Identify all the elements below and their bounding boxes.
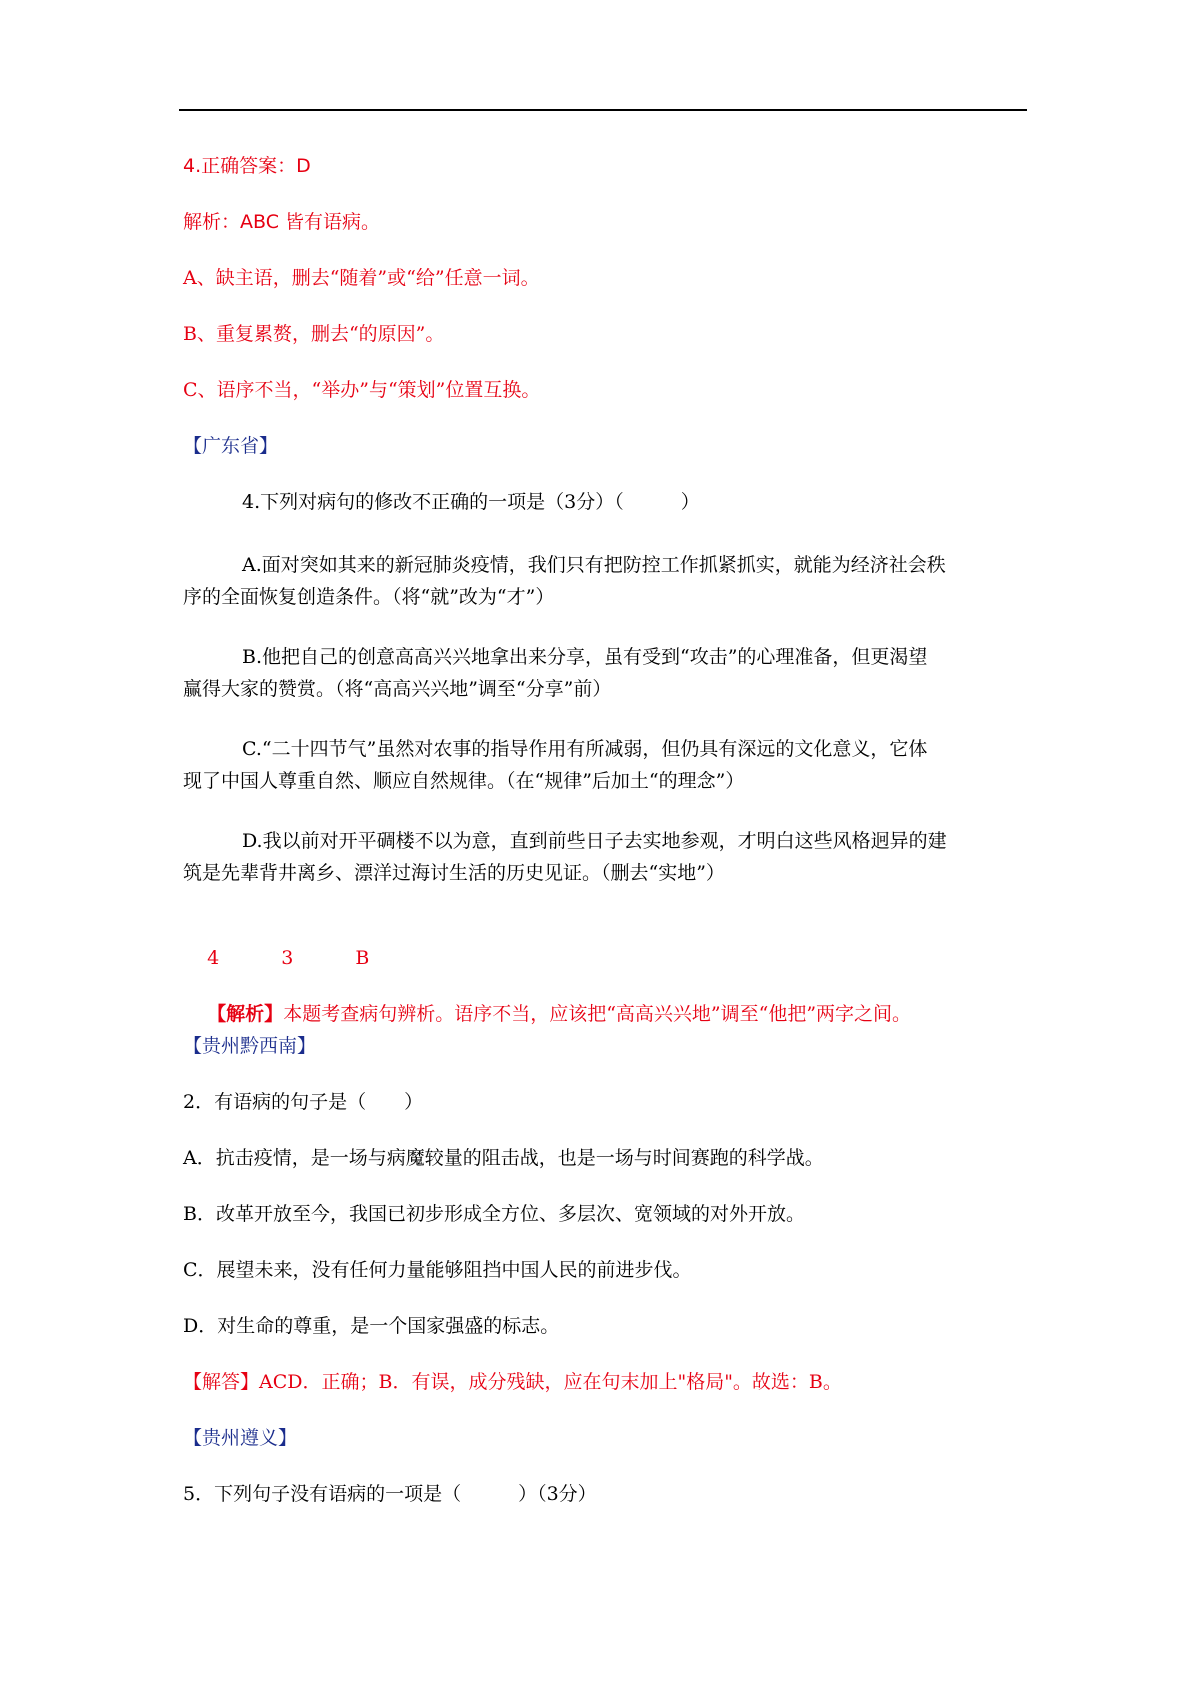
qianxinan-option-a: A．抗击疫情，是一场与病魔较量的阻击战，也是一场与时间赛跑的科学战。 xyxy=(183,1147,824,1169)
region-heading-zunyi: 【贵州遵义】 xyxy=(183,1427,298,1449)
header-rule xyxy=(179,109,1027,111)
option-c-line-1: C.“二十四节气”虽然对农事的指导作用有所减弱，但仍具有深远的文化意义，它体 xyxy=(242,738,928,760)
option-d-line-1: D.我以前对开平碉楼不以为意，直到前些日子去实地参观，才明白这些风格迥异的建 xyxy=(242,830,947,852)
answer-analysis-text: 解析：ABC 皆有语病。 xyxy=(183,211,381,233)
answer-letter: B xyxy=(355,947,370,969)
answer-analysis xyxy=(183,210,1043,234)
region-heading-guangdong: 【广东省】 xyxy=(183,435,279,457)
qianxinan-option-d: D．对生命的尊重，是一个国家强盛的标志。 xyxy=(183,1315,560,1337)
answer-item-b: B、重复累赘，删去“的原因”。 xyxy=(183,323,445,345)
answer-question-number: 4 xyxy=(207,947,220,969)
question-guangdong: 4.下列对病句的修改不正确的一项是（3分）（ ） xyxy=(242,491,700,513)
option-a-line-1: A.面对突如其来的新冠肺炎疫情，我们只有把防控工作抓紧抓实，就能为经济社会秩 xyxy=(242,554,946,576)
option-a-line-2: 序的全面恢复创造条件。（将“就”改为“才”） xyxy=(183,586,555,608)
qianxinan-option-b: B．改革开放至今，我国已初步形成全方位、多层次、宽领域的对外开放。 xyxy=(183,1203,805,1225)
option-b-line-1: B.他把自己的创意高高兴兴地拿出来分享，虽有受到“攻击”的心理准备，但更渴望 xyxy=(242,646,928,668)
analysis-label: 【解析】 xyxy=(207,1003,284,1025)
option-c-line-2: 现了中国人尊重自然、顺应自然规律。（在“规律”后加土“的理念”） xyxy=(183,770,745,792)
answer-title: 4.正确答案：D xyxy=(183,155,311,177)
qianxinan-answer: 【解答】ACD．正确；B．有误，成分残缺，应在句末加上"格局"。故选：B。 xyxy=(183,1371,842,1393)
answer-item-c: C、语序不当，“举办”与“策划”位置互换。 xyxy=(183,379,541,401)
qianxinan-option-c: C．展望未来，没有任何力量能够阻挡中国人民的前进步伐。 xyxy=(183,1259,692,1281)
answer-item-a: A、缺主语，删去“随着”或“给”任意一词。 xyxy=(183,267,540,289)
option-b-line-2: 赢得大家的赞赏。（将“高高兴兴地”调至“分享”前） xyxy=(183,678,612,700)
question-zunyi: 5．下列句子没有语病的一项是（ ）（3分） xyxy=(183,1483,597,1505)
analysis-text: 本题考查病句辨析。语序不当，应该把“高高兴兴地”调至“他把”两字之间。 xyxy=(283,1003,912,1025)
region-heading-qianxinan: 【贵州黔西南】 xyxy=(183,1035,317,1057)
option-d-line-2: 筑是先辈背井离乡、漂洋过海讨生活的历史见证。（删去“实地”） xyxy=(183,862,725,884)
answer-score: 3 xyxy=(281,947,294,969)
question-qianxinan: 2．有语病的句子是（ ） xyxy=(183,1091,424,1113)
